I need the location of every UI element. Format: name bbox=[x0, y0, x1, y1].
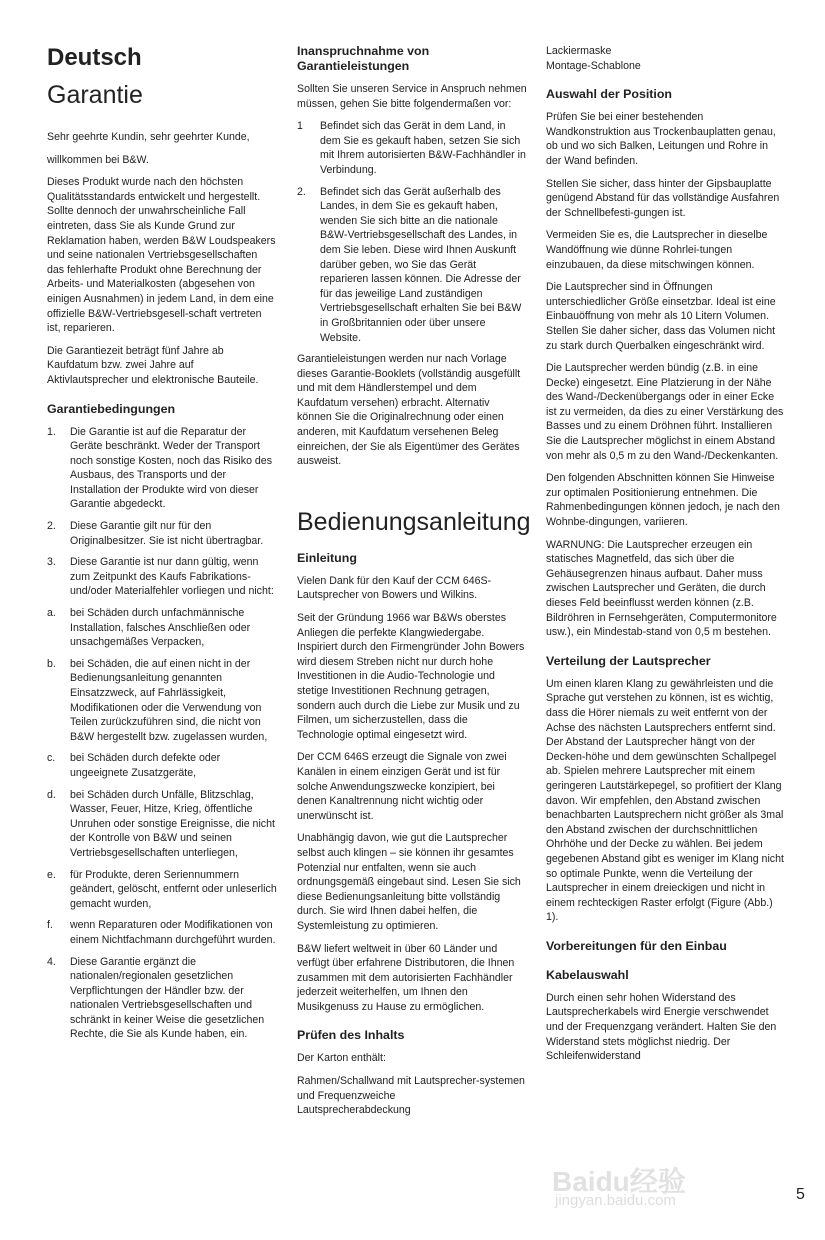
list-text: bei Schäden, die auf einen nicht in der Bedienungsanleitung genannten Einsatzzweck, auf Fahrlässigkeit, Modifikationen oder die Verwendung von Teilen zurückzuführen sind, die nicht von B&W hergestellt bzw. zugelassen wurden, bbox=[70, 657, 268, 743]
list-item bbox=[297, 119, 527, 177]
paragraph: Um einen klaren Klang zu gewährleisten und die Sprache gut verstehen zu können, ist es wichtig, dass die Hörer niemals zu weit entfernt von der Achse des nächsten Lautsprechers entfernt sind. Der Abstand der Lautsprecher hängt von der Decken-höhe und dem gewünschten Schallpegel ab. Spielen mehrere Lautsprecher mit einem geringeren Lautstärkepegel, so profitiert der Klang davon. Wir empfehlen, den Abstand zwischen benachbarten Lautsprechern nicht größer als 3mal den Abstand zwischen der durchschnittlichen Ohrhöhe und der Decke zu wählen. Bei jedem gegebenen Abstand gibt es weniger im Klang nicht so optimale Punkte, wenn die Verteilung der Lautsprecher in einem dreieckigen und nicht in einem rechteckigen Raster erfolgt (Figure (Abb.) 1). bbox=[546, 677, 784, 924]
list-text: Diese Garantie gilt nur für den Originalbesitzer. Sie ist nicht übertragbar. bbox=[70, 520, 264, 547]
list-marker: 4. bbox=[47, 955, 56, 968]
paragraph: Garantieleistungen werden nur nach Vorlage dieses Garantie-Booklets (vollständig ausgefüllt und mit dem Händlerstempel und dem Kaufdatum versehen) erbracht. Alternativ können Sie die Originalrechnung oder einen anderen, mit Kaufdatum versehenen Beleg einreichen, der Sie als Eigentümer des Gerätes ausweist. bbox=[297, 353, 521, 468]
paragraph: Sollten Sie unseren Service in Anspruch nehmen müssen, gehen Sie bitte folgendermaßen vor: bbox=[297, 83, 527, 110]
list-item bbox=[47, 751, 277, 780]
paragraph: Sehr geehrte Kundin, sehr geehrter Kunde, bbox=[47, 131, 250, 143]
contents-item: Rahmen/Schallwand mit Lautsprecher-systemen und Frequenzweiche bbox=[297, 1075, 525, 1102]
list-item bbox=[297, 185, 527, 346]
paragraph: Die Lautsprecher sind in Öffnungen unterschiedlicher Größe einsetzbar. Ideal ist eine Einbauöffnung von mehr als 10 Litern Volumen. Stellen Sie daher sicher, dass das Volumen nicht zu stark durch Querbalken eingeschränkt wird. bbox=[546, 281, 776, 352]
heading-auswahl-der-position: Auswahl der Position bbox=[546, 87, 672, 102]
paragraph: Vielen Dank für den Kauf der CCM 646S-Lautsprecher von Bowers und Wilkins. bbox=[297, 574, 492, 602]
paragraph: Durch einen sehr hohen Widerstand des Lautsprecherkabels wird Energie verschwendet und der Frequenzgang verändert. Halten Sie den Widerstand stets möglichst niedrig. Der Schleifenwiderstand bbox=[546, 991, 777, 1063]
paragraph: Der Karton enthält: bbox=[297, 1052, 386, 1065]
heading-einleitung: Einleitung bbox=[297, 550, 357, 565]
list-item bbox=[47, 868, 277, 912]
list-text: wenn Reparaturen oder Modifikationen von einem Nichtfachmann durchgeführt wurden. bbox=[70, 919, 276, 946]
section-title-bedienungsanleitung: Bedienungsanleitung bbox=[297, 507, 531, 536]
list-text: Diese Garantie ist nur dann gültig, wenn zum Zeitpunkt des Kaufs Fabrikations- und/oder Materialfehler vorliegen und nicht: bbox=[70, 556, 274, 598]
language-heading: Deutsch bbox=[47, 44, 142, 71]
column-1 bbox=[47, 44, 277, 1049]
heading-inanspruchnahme: Inanspruchnahme von Garantieleistungen bbox=[297, 44, 430, 73]
section-title-garantie: Garantie bbox=[47, 81, 143, 109]
contents-item: Montage-Schablone bbox=[546, 59, 641, 72]
paragraph: Dieses Produkt wurde nach den höchsten Qualitätsstandards entwickelt und hergestellt. Sollte dennoch der unwahrscheinliche Fall eintreten, dass Sie als Kunde Grund zur Reklamation haben, werden B&W Loudspeakers und seine nationalen Vertriebsgesellschaften das fehlerhafte Produkt ohne Berechnung der Arbeits- und Materialkosten (abgesehen von einigen Ausnahmen) in jedem Land, in dem eine offizielle B&W-Vertriebsgesell-schaft vertreten ist, reparieren. bbox=[47, 176, 276, 335]
list-text: für Produkte, deren Seriennummern geändert, gelöscht, entfernt oder unleserlich gemacht wurden, bbox=[70, 868, 277, 910]
paragraph: B&W liefert weltweit in über 60 Länder und verfügt über erfahrene Distributoren, die Ihnen zusammen mit dem autorisierten Fachhändler jederzeit weiterhelfen, um Ihnen den Musikgenuss zu Hause zu ermöglichen. bbox=[297, 942, 515, 1013]
claim-list bbox=[297, 119, 527, 345]
list-marker: 1 bbox=[297, 120, 303, 133]
paragraph: Vermeiden Sie es, die Lautsprecher in dieselbe Wandöffnung wie dünne Rohrlei-tungen einzubauen, da diese mitschwingen können. bbox=[546, 229, 768, 271]
list-item bbox=[47, 606, 277, 650]
paragraph: Die Lautsprecher werden bündig (z.B. in eine Decke) eingesetzt. Eine Platzierung in der Nähe des Wand-/Deckenübergangs oder in einer Ecke ist zu vermeiden, da dies zu einer Verstärkung des Basses und zu einem Dröhnen führt. Installieren Sie die Lautsprecher möglichst in einem Abstand von mehr als 0,5 m zu den Wand-/Deckenkanten. bbox=[546, 362, 784, 462]
paragraph: Der CCM 646S erzeugt die Signale von zwei Kanälen in einem einzigen Gerät und ist für solche Anwendungszwecke konzipiert, bei denen Kanaltrennung nicht wichtig oder unerwünscht ist. bbox=[297, 751, 507, 822]
list-marker: d. bbox=[47, 788, 56, 801]
list-item bbox=[47, 425, 277, 513]
list-text: Diese Garantie ergänzt die nationalen/regionalen gesetzlichen Verpflichtungen der Händler bzw. der nationalen Vertriebsgesellschaften und schränkt in keiner Weise die gesetzlichen Rechte, die Sie als Kunde haben, ein. bbox=[70, 955, 265, 1041]
warning-paragraph: WARNUNG: Die Lautsprecher erzeugen ein statisches Magnetfeld, das sich über die Gehäusegrenzen hinaus aufbaut. Daher muss zwischen Lautsprecher und Geräten, die durch dieses Feld beeinflusst werden können (z.B. Bildröhren in Fernsehgeräten, Computermonitore usw.), ein Mindestab-stand von 0,5 m bestehen. bbox=[546, 538, 777, 639]
watermark-url: jingyan.baidu.com bbox=[555, 1192, 676, 1209]
list-item bbox=[47, 955, 277, 1043]
heading-garantiebedingungen: Garantiebedingungen bbox=[47, 401, 176, 416]
list-marker: 1. bbox=[47, 425, 56, 438]
list-text: bei Schäden durch unfachmännische Installation, falsches Anschließen oder unsachgemäßes Verpacken, bbox=[70, 607, 251, 649]
list-text: bei Schäden durch Unfälle, Blitzschlag, Wasser, Feuer, Hitze, Krieg, öffentliche Unruhen oder sonstige Ereignisse, die nicht der Kontrolle von B&W und seinen Vertriebsgesellschaften unterliegen, bbox=[70, 788, 275, 859]
list-item bbox=[47, 519, 277, 548]
list-item bbox=[47, 788, 277, 861]
list-marker: 2. bbox=[297, 185, 306, 198]
list-item bbox=[47, 555, 277, 599]
heading-vorbereitungen: Vorbereitungen für den Einbau bbox=[546, 938, 727, 953]
contents-item: Lackiermaske bbox=[546, 45, 612, 57]
column-3 bbox=[546, 44, 784, 1072]
list-marker: 3. bbox=[47, 556, 56, 569]
list-marker: c. bbox=[47, 752, 56, 765]
page-number: 5 bbox=[796, 1186, 805, 1203]
paragraph: Die Garantiezeit beträgt fünf Jahre ab Kaufdatum bzw. zwei Jahre auf Aktivlautsprecher und elektronische Bauteile. bbox=[47, 344, 259, 386]
list-item bbox=[47, 918, 277, 947]
conditions-list bbox=[47, 425, 277, 1043]
list-text: Die Garantie ist auf die Reparatur der Geräte beschränkt. Weder der Transport noch sonstige Kosten, noch das Risiko des Ausbaus, des Transports und der Installation der Produkte wird von dieser Garantie abgedeckt. bbox=[70, 425, 272, 511]
paragraph: Stellen Sie sicher, dass hinter der Gipsbauplatte genügend Abstand für das vollständige Ausfahren der Schnellbefesti-gungen ist. bbox=[546, 177, 780, 219]
list-marker: a. bbox=[47, 607, 56, 620]
paragraph: Unabhängig davon, wie gut die Lautsprecher selbst auch klingen – sie können ihr gesamtes Potenzial nur entfalten, wenn sie auch ordnungsgemäß eingebaut sind. Lesen Sie sich diese Bedienungsanleitung bitte vollständig durch. Sie wird Ihnen dabei helfen, die Systemleistung zu optimieren. bbox=[297, 832, 521, 932]
paragraph: willkommen bei B&W. bbox=[47, 153, 149, 166]
list-marker: b. bbox=[47, 657, 56, 670]
list-item bbox=[47, 657, 277, 745]
paragraph: Den folgenden Abschnitten können Sie Hinweise zur optimalen Positionierung entnehmen. Die Rahmenbedingungen können jedoch, je nach den Wohnbe-dingungen, variieren. bbox=[546, 472, 780, 529]
list-text: Befindet sich das Gerät außerhalb des Landes, in dem Sie es gekauft haben, wenden Sie sich bitte an die nationale B&W-Vertriebsgesellschaft des Landes, in dem Sie leben. Diese wird Ihnen Auskunft darüber geben, wo Sie das Gerät reparieren lassen können. Die Adresse der für das jeweilige Land zuständigen Vertriebsgesellschaft erhalten Sie bei B&W in Großbritannien oder über unsere Website. bbox=[320, 185, 522, 344]
heading-kabelauswahl: Kabelauswahl bbox=[546, 967, 629, 982]
heading-verteilung: Verteilung der Lautsprecher bbox=[546, 653, 711, 668]
list-marker: f. bbox=[47, 919, 53, 932]
column-2 bbox=[297, 44, 531, 1118]
list-marker: 2. bbox=[47, 520, 56, 533]
list-text: Befindet sich das Gerät in dem Land, in dem Sie es gekauft haben, setzen Sie sich mit Ihrem autorisierten B&W-Fachhändler in Verbindung. bbox=[320, 120, 526, 176]
contents-item: Lautsprecherabdeckung bbox=[297, 1104, 411, 1117]
paragraph: Prüfen Sie bei einer bestehenden Wandkonstruktion aus Trockenbauplatten genau, ob und wo sich Balken, Leitungen und Rohre in der Wand befinden. bbox=[546, 111, 776, 167]
list-text: bei Schäden durch defekte oder ungeeignete Zusatzgeräte, bbox=[70, 752, 221, 779]
paragraph: Seit der Gründung 1966 war B&Ws oberstes Anliegen die perfekte Klangwiedergabe. Inspiriert durch den Firmengründer John Bowers wird diesem Streben nicht nur durch hohe Investitionen in die Audio-Technologie und stetige Investitionen Rechnung getragen, sondern auch durch die Liebe zur Musik und zu Filmen, um sicherzustellen, dass die Technologie optimal eingesetzt wird. bbox=[297, 612, 525, 741]
heading-pruefen-des-inhalts: Prüfen des Inhalts bbox=[297, 1028, 405, 1043]
watermark-logo: Baidu经验 bbox=[552, 1166, 686, 1197]
list-marker: e. bbox=[47, 868, 56, 881]
